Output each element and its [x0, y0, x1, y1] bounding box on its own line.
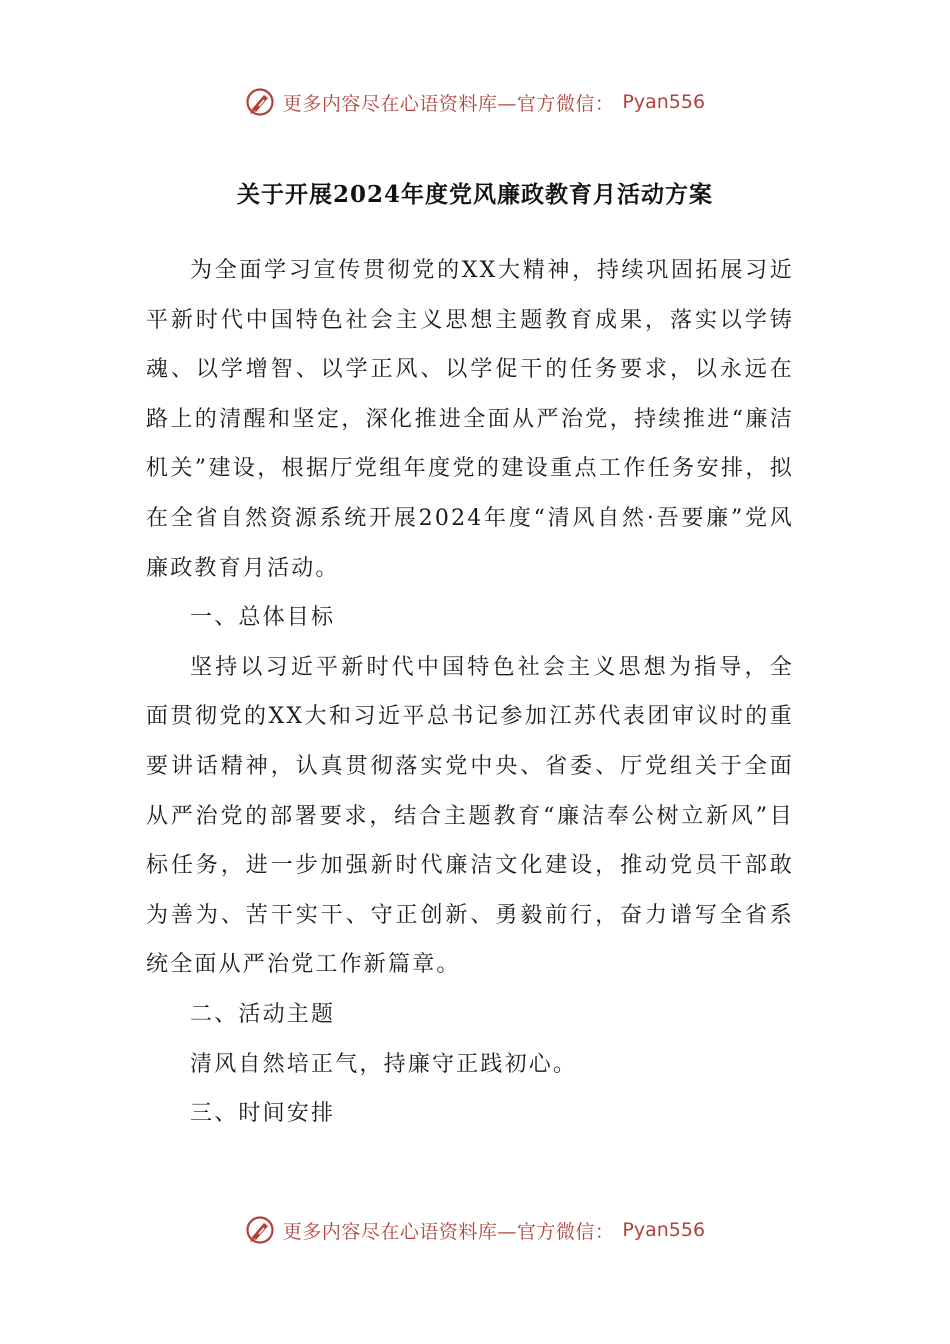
banner-text: 更多内容尽在心语资料库—官方微信： [282, 1220, 615, 1243]
footer-banner [0, 1210, 950, 1250]
document-body [146, 246, 794, 1139]
banner-text: 更多内容尽在心语资料库—官方微信： [282, 92, 615, 115]
banner-wechat-id: Pyan556 [622, 1219, 706, 1241]
pen-logo-icon [245, 87, 275, 117]
banner-wechat-id: Pyan556 [622, 91, 706, 113]
section-body-goal: 坚持以习近平新时代中国特色社会主义思想为指导，全面贯彻党的XX大和习近平总书记参加江苏代表团审议时的重要讲话精神，认真贯彻落实党中央、省委、厅党组关于全面从严治党的部署要求，结合主题教育“廉洁奉公树立新风”目标任务，进一步加强新时代廉洁文化建设，推动党员干部敢为善为、苦干实干、守正创新、勇毅前行，奋力谱写全省系统全面从严治党工作新篇章。 [146, 654, 794, 978]
header-banner [0, 82, 950, 122]
section-body-theme: 清风自然培正气，持廉守正践初心。 [190, 1051, 578, 1077]
section-heading-theme: 二、活动主题 [190, 1001, 336, 1027]
intro-paragraph: 为全面学习宣传贯彻党的XX大精神，持续巩固拓展习近平新时代中国特色社会主义思想主题教育成果，落实以学铸魂、以学增智、以学正风、以学促干的任务要求，以永远在路上的清醒和坚定，深化推进全面从严治党，持续推进“廉洁机关”建设，根据厅党组年度党的建设重点工作任务安排，拟在全省自然资源系统开展2024年度“清风自然·吾要廉”党风廉政教育月活动。 [146, 258, 794, 581]
pen-logo-icon [245, 1215, 275, 1245]
document-title: 关于开展2024年度党风廉政教育月活动方案 [236, 181, 713, 208]
section-heading-schedule: 三、时间安排 [190, 1101, 336, 1127]
section-heading-goal: 一、总体目标 [190, 605, 336, 631]
